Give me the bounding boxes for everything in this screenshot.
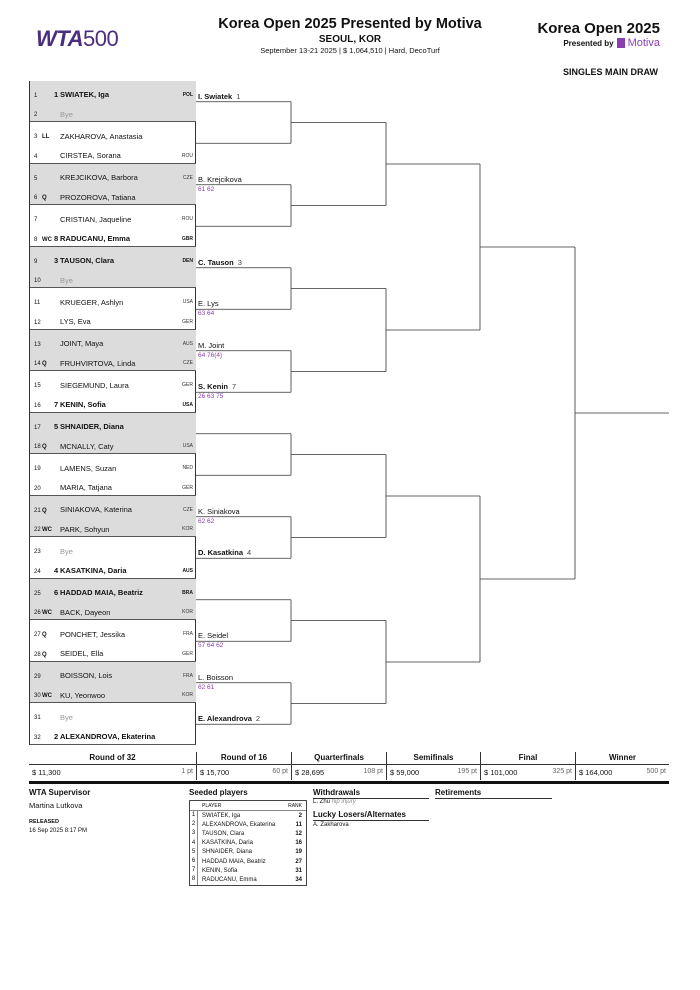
seed-number: 6: [54, 587, 59, 597]
country-code: USA: [182, 299, 193, 306]
advancing-player-seed: 2: [255, 714, 261, 724]
advancing-player-seed: 1: [236, 91, 241, 101]
seed-number: 8: [190, 875, 198, 884]
player-name: BOISSON, Lois: [60, 671, 113, 681]
country-code: KOR: [182, 692, 193, 699]
match-score: 64 76(4): [198, 351, 223, 359]
player-name: SWIATEK, Iga: [60, 90, 110, 100]
presented-by-label: Presented by: [563, 38, 614, 48]
player-name: TAUSON, Clara: [60, 256, 115, 266]
table-divider: [29, 781, 669, 784]
draw-position: 17: [34, 424, 41, 431]
seed-player: KENIN, Sofia: [202, 867, 238, 874]
country-code: KOR: [182, 526, 193, 533]
seed-player: RADUCANU, Emma: [202, 876, 257, 883]
withdrawal-entry: [313, 799, 356, 805]
round-name: Round of 32: [89, 753, 136, 762]
advancing-player-name: S. Kenin: [198, 382, 229, 392]
country-code: BRA: [182, 589, 193, 596]
entry-type: WC: [42, 693, 52, 700]
draw-position: 9: [34, 258, 38, 265]
player-name: ZAKHAROVA, Anastasia: [60, 131, 143, 141]
draw-position: 13: [34, 341, 41, 348]
prize-money: $ 101,000: [484, 768, 518, 777]
draw-position: 4: [34, 153, 38, 160]
round-divider: [387, 764, 480, 765]
draw-position: 23: [34, 549, 41, 556]
player-name: CIRSTEA, Sorana: [60, 151, 121, 161]
seed-number: 4: [190, 839, 198, 848]
draw-position: 15: [34, 383, 41, 390]
round-column: [480, 752, 575, 780]
seed-rank: 34: [295, 876, 302, 883]
round-column: [196, 752, 291, 780]
draw-position: 22: [34, 527, 41, 534]
advancing-player: [198, 714, 260, 723]
released-label: RELEASED: [29, 819, 59, 825]
seed-row: [190, 811, 306, 820]
round-column: [386, 752, 480, 780]
country-code: DEN: [182, 257, 193, 264]
draw-position: 6: [34, 195, 38, 202]
country-code: AUS: [182, 340, 193, 347]
round-column: [575, 752, 669, 780]
player-name: MCNALLY, Caty: [60, 441, 114, 451]
seed-rank: 19: [295, 849, 302, 856]
seed-row: [190, 866, 306, 875]
supervisor-heading: WTA Supervisor: [29, 788, 91, 797]
seed-number: 1: [190, 811, 198, 820]
country-code: KOR: [182, 609, 193, 616]
player-name: LYS, Eva: [60, 317, 91, 327]
draw-position: 26: [34, 610, 41, 617]
country-code: GER: [182, 484, 193, 491]
country-code: USA: [182, 401, 193, 408]
advancing-player: [198, 258, 242, 267]
seed-rank: 12: [295, 830, 302, 837]
seed-number: 8: [54, 233, 59, 243]
player-name: PARK, Sohyun: [60, 524, 110, 534]
player-name: Bye: [60, 712, 73, 722]
draw-position: 5: [34, 175, 38, 182]
prize-money: $ 28,695: [295, 768, 325, 777]
entry-type: Q: [42, 651, 47, 658]
round-name: Final: [518, 753, 538, 762]
advancing-player: [198, 631, 228, 640]
advancing-player-name: M. Joint: [198, 340, 225, 350]
advancing-player-name: L. Boisson: [198, 672, 234, 682]
supervisor-name: Martina Lutkova: [29, 801, 83, 810]
player-name: KREJCIKOVA, Barbora: [60, 173, 138, 183]
withdrawals-heading: Withdrawals: [313, 788, 361, 797]
round-name: Winner: [608, 753, 637, 762]
prize-money: $ 15,700: [200, 768, 230, 777]
ranking-points: 60 pt: [272, 768, 288, 775]
draw-position: 7: [34, 217, 38, 224]
seeded-players-table: [189, 800, 307, 886]
round-divider: [29, 764, 196, 765]
draw-position: 3: [34, 134, 38, 141]
country-code: NED: [182, 465, 193, 472]
prize-money: $ 59,000: [390, 768, 420, 777]
round-column: [291, 752, 386, 780]
player-name: CRISTIAN, Jaqueline: [60, 214, 132, 224]
round-divider: [197, 764, 291, 765]
player-name: MARIA, Tatjana: [60, 483, 112, 493]
country-code: ROU: [181, 216, 193, 223]
seed-number: 5: [190, 848, 198, 857]
sponsor-name: Motiva: [627, 37, 660, 49]
col-rank: RANK: [288, 802, 302, 809]
country-code: CZE: [183, 506, 193, 513]
seed-rank: 16: [295, 840, 302, 847]
player-name: ALEXANDROVA, Ekaterina: [60, 732, 156, 742]
lucky-loser-entry: A. Zakharova: [313, 822, 349, 828]
seed-player: SHNAIDER, Diana: [202, 849, 253, 856]
entry-type: Q: [42, 444, 47, 451]
draw-position: 25: [34, 590, 41, 597]
seed-number: 2: [190, 820, 198, 829]
player-name: PROZOROVA, Tatiana: [60, 192, 136, 202]
released-time: 16 Sep 2025 8:17 PM: [29, 828, 88, 834]
seed-rank: 27: [295, 858, 302, 865]
player-name: HADDAD MAIA, Beatriz: [60, 588, 143, 598]
draw-position: 20: [34, 485, 41, 492]
player-name: RADUCANU, Emma: [60, 234, 131, 244]
advancing-player-name: B. Krejcikova: [198, 174, 242, 184]
advancing-player-name: D. Kasatkina: [198, 548, 244, 558]
advancing-player-name: E. Seidel: [198, 631, 229, 641]
seed-row: [190, 820, 306, 829]
country-code: POL: [182, 91, 193, 98]
advancing-player: [198, 382, 236, 391]
entry-type: WC: [42, 610, 52, 617]
round-column: [29, 752, 196, 780]
seed-rank: 11: [295, 821, 302, 828]
round-divider: [481, 764, 575, 765]
seed-number: 3: [54, 255, 59, 265]
seed-player: HADDAD MAIA, Beatriz: [202, 858, 266, 865]
entry-type: Q: [42, 361, 47, 368]
seed-number: 4: [54, 565, 59, 575]
entry-type: Q: [42, 632, 47, 639]
seed-number: 3: [190, 829, 198, 838]
entry-type: WC: [42, 527, 52, 534]
seed-player: TAUSON, Clara: [202, 830, 245, 837]
draw-position: 24: [34, 568, 41, 575]
player-name: LAMENS, Suzan: [60, 463, 117, 473]
ranking-points: 325 pt: [552, 768, 572, 775]
tournament-location: SEOUL, KOR: [318, 34, 382, 45]
player-name: BACK, Dayeon: [60, 607, 111, 617]
retirements-heading: Retirements: [435, 788, 482, 797]
seed-row: [190, 839, 306, 848]
advancing-player: [198, 92, 240, 101]
advancing-player-seed: 3: [237, 257, 242, 267]
country-code: AUS: [182, 567, 193, 574]
draw-position: 2: [34, 112, 38, 119]
draw-position: 30: [34, 693, 41, 700]
retirements-underline: [435, 798, 552, 799]
wta-500-logo: WTA500: [36, 26, 119, 51]
seed-rank: 2: [298, 812, 302, 819]
country-code: GBR: [181, 235, 193, 242]
country-code: GER: [182, 650, 193, 657]
ranking-points: 500 pt: [646, 768, 666, 775]
country-code: FRA: [183, 631, 193, 638]
prize-money: $ 11,300: [32, 768, 61, 777]
advancing-player: [198, 507, 240, 516]
round-name: Quarterfinals: [314, 753, 364, 762]
country-code: CZE: [183, 360, 193, 367]
advancing-player-seed: 4: [247, 548, 252, 558]
seed-number: 1: [54, 89, 59, 99]
seed-number: 2: [54, 731, 59, 741]
seed-row: [190, 829, 306, 838]
col-player: PLAYER: [202, 802, 222, 809]
prize-money: $ 164,000: [579, 768, 613, 777]
draw-position: 31: [34, 715, 41, 722]
withdrawal-reason: hip injury: [331, 799, 356, 805]
advancing-player: [198, 341, 224, 350]
draw-position: 16: [34, 402, 41, 409]
draw-position: 14: [34, 361, 41, 368]
seed-number: 7: [54, 399, 59, 409]
country-code: CZE: [183, 174, 193, 181]
advancing-player-name: E. Alexandrova: [198, 714, 252, 724]
round-name: Round of 16: [220, 753, 268, 762]
prize-money-table: [29, 752, 669, 782]
lucky-losers-heading: Lucky Losers/Alternates: [313, 810, 406, 819]
draw-type-title: SINGLES MAIN DRAW: [562, 67, 658, 77]
round-divider: [292, 764, 386, 765]
match-score: 57 64 62: [198, 642, 224, 650]
player-name: KENIN, Sofia: [60, 400, 106, 410]
country-code: GER: [182, 382, 193, 389]
draw-position: 11: [34, 300, 41, 307]
player-name: JOINT, Maya: [60, 339, 104, 349]
advancing-player-seed: 7: [232, 382, 237, 392]
entry-type: WC: [42, 236, 52, 243]
draw-position: 19: [34, 466, 41, 473]
match-score: 63 64: [198, 310, 215, 318]
draw-position: 8: [34, 236, 38, 243]
entry-type: Q: [42, 195, 47, 202]
seed-row: [190, 875, 306, 884]
draw-position: 27: [34, 632, 41, 639]
tournament-details: September 13-21 2025 | $ 1,064,510 | Hard, DecoTurf: [260, 46, 440, 55]
seeded-table-header: [190, 801, 306, 811]
player-name: KASATKINA, Daria: [60, 566, 127, 576]
lucky-losers-underline: [313, 820, 429, 821]
draw-position: 1: [34, 92, 38, 99]
player-name: SIEGEMUND, Laura: [60, 380, 129, 390]
player-name: SEIDEL, Ella: [60, 649, 104, 659]
seed-player: KASATKINA, Daria: [202, 840, 253, 847]
match-score: 62 61: [198, 683, 215, 691]
ranking-points: 195 pt: [457, 768, 477, 775]
advancing-player-name: K. Siniakova: [198, 506, 240, 516]
draw-position: 18: [34, 444, 41, 451]
round-name: Semifinals: [413, 753, 454, 762]
seed-player: SWIATEK, Iga: [202, 812, 241, 819]
tournament-title: Korea Open 2025 Presented by Motiva: [218, 16, 482, 32]
entry-type: Q: [42, 507, 47, 514]
match-score: 26 63 75: [198, 393, 224, 401]
player-name: Bye: [60, 546, 73, 556]
draw-position: 21: [34, 507, 41, 514]
draw-position: 28: [34, 651, 41, 658]
seed-rank: 31: [295, 867, 302, 874]
korea-open-logo: Korea Open 2025: [537, 20, 660, 37]
entry-type: LL: [42, 134, 50, 141]
seed-player: ALEXANDROVA, Ekaterina: [202, 821, 276, 828]
advancing-player: [198, 548, 251, 557]
seed-row: [190, 857, 306, 866]
player-name: Bye: [60, 109, 73, 119]
country-code: FRA: [183, 672, 193, 679]
seed-number: 7: [190, 866, 198, 875]
seed-number: 5: [54, 421, 59, 431]
ranking-points: 108 pt: [363, 768, 383, 775]
country-code: USA: [182, 443, 193, 450]
withdrawal-player: L. Zhu: [313, 799, 331, 805]
seed-number: 6: [190, 857, 198, 866]
country-code: ROU: [181, 152, 193, 159]
seed-row: [190, 848, 306, 857]
ranking-points: 1 pt: [181, 768, 193, 775]
advancing-player: [198, 175, 242, 184]
advancing-player-name: I. Swiatek: [198, 91, 233, 101]
advancing-player-name: C. Tauson: [198, 257, 234, 267]
draw-position: 10: [34, 278, 41, 285]
match-score: 61 62: [198, 185, 215, 193]
draw-position: 29: [34, 673, 41, 680]
country-code: GER: [182, 318, 193, 325]
player-name: FRUHVIRTOVA, Linda: [60, 358, 136, 368]
draw-position: 12: [34, 319, 41, 326]
player-name: KRUEGER, Ashlyn: [60, 297, 124, 307]
seeded-players-heading: Seeded players: [189, 788, 248, 797]
match-score: 62 62: [198, 517, 215, 525]
player-name: PONCHET, Jessika: [60, 629, 126, 639]
player-name: KU, Yeonwoo: [60, 690, 106, 700]
advancing-player: [198, 299, 219, 308]
player-name: SHNAIDER, Diana: [60, 422, 124, 432]
round-divider: [576, 764, 669, 765]
advancing-player-name: E. Lys: [198, 299, 219, 309]
advancing-player: [198, 673, 233, 682]
player-name: Bye: [60, 275, 73, 285]
player-name: SINIAKOVA, Katerina: [60, 505, 132, 515]
draw-position: 32: [34, 734, 41, 741]
